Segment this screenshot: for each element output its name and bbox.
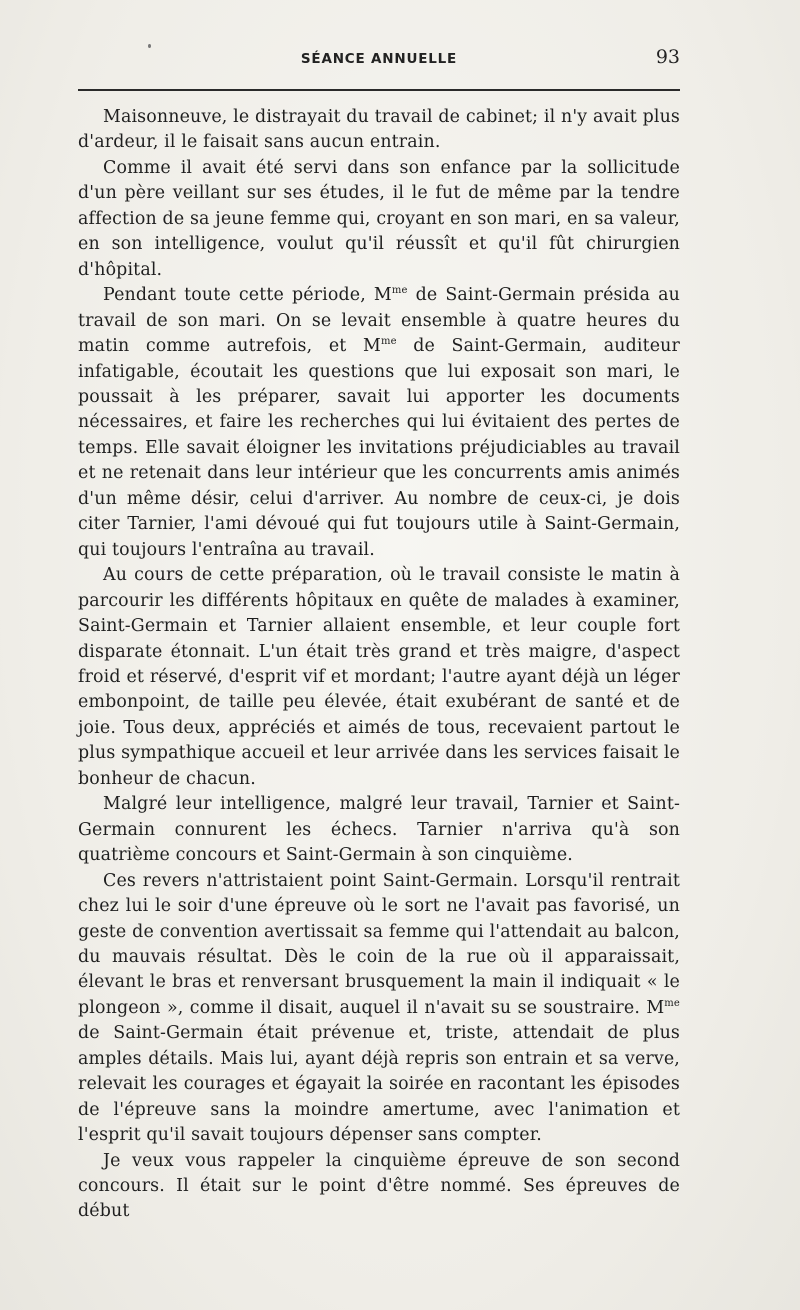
paragraph-text: Comme il avait été servi dans son enfance par la sollicitude d'un père veillant sur ses études, il le fut de même par la tendre affection de sa jeune femme qui, croyant en son mari, en sa valeur, en son intelligence, voulut qu'il réussît et qu'il fût chirurgien d'hôpital. bbox=[78, 157, 680, 280]
paragraph bbox=[78, 156, 680, 283]
running-title: SÉANCE ANNUELLE bbox=[300, 51, 458, 67]
paragraph-text: Maisonneuve, le distrayait du travail de cabinet; il n'y avait plus d'ardeur, il le faisait sans aucun entrain. bbox=[78, 107, 680, 153]
paragraph bbox=[78, 283, 680, 563]
paragraph-text: Au cours de cette préparation, où le travail consiste le matin à parcourir les différents hôpitaux en quête de malades à examiner, Saint-Germain et Tarnier allaient ensemble, et leur couple fort disparate étonnait. L'un était très grand et très maigre, d'aspect froid et réservé, d'esprit vif et mordant; l'autre ayant déjà un léger embonpoint, de taille peu élevée, était exubérant de santé et de joie. Tous deux, appréciés et aimés de tous, recevaient partout le plus sympathique accueil et leur arrivée dans les services faisait le bonheur de chacun. bbox=[78, 565, 680, 789]
paragraph bbox=[78, 869, 680, 1149]
paragraph bbox=[78, 563, 680, 792]
paragraph bbox=[78, 105, 680, 156]
superscript: me bbox=[391, 285, 408, 297]
body-text bbox=[78, 105, 680, 1225]
superscript: me bbox=[664, 997, 680, 1009]
paragraph bbox=[78, 1149, 680, 1225]
paragraph-text: de Saint-Germain, auditeur infatigable, écoutait les questions que lui exposait son mari, le poussait à les préparer, savait lui apporter les documents nécessaires, et faire les recherches qui lui évitaient des pertes de temps. Elle savait éloigner les invitations préjudiciables au travail et ne retenait dans leur intérieur que les concurrents amis animés d'un même désir, celui d'arriver. Au nombre de ceux-ci, je dois citer Tarnier, l'ami dévoué qui fut toujours utile à Saint-Germain, qui toujours l'entraîna au travail. bbox=[78, 336, 680, 560]
paragraph-text: de Saint-Germain présida au travail de son mari. On se levait ensemble à quatre heures du matin comme autrefois, et M bbox=[78, 285, 680, 357]
superscript: me bbox=[380, 336, 397, 348]
paragraph-text: de Saint-Germain était prévenue et, triste, attendait de plus amples détails. Mais lui, ayant déjà repris son entrain et sa verve, relevait les courages et égayait la soirée en racontant les épisodes de l'épreuve sans la moindre amertume, avec l'animation et l'esprit qu'il savait toujours dépenser sans compter. bbox=[78, 1023, 680, 1146]
page-number: 93 bbox=[655, 46, 680, 68]
paragraph-text: Pendant toute cette période, M bbox=[103, 285, 392, 306]
paragraph-text: Je veux vous rappeler la cinquième épreuve de son second concours. Il était sur le point d'être nommé. Ses épreuves de début bbox=[78, 1150, 680, 1222]
paragraph-text: Ces revers n'attristaient point Saint-Germain. Lorsqu'il rentrait chez lui le soir d'une épreuve où le sort ne l'avait pas favorisé, un geste de convention avertissait sa femme qui l'attendait au balcon, du mauvais résultat. Dès le coin de la rue où il apparaissait, élevant le bras et renversant brusquement la main il indiquait « le plongeon », comme il disait, auquel il n'avait su se soustraire. M bbox=[78, 870, 680, 1018]
page-header bbox=[78, 46, 680, 76]
header-rule bbox=[78, 89, 680, 91]
paragraph-text: Malgré leur intelligence, malgré leur travail, Tarnier et Saint-Germain connurent les échecs. Tarnier n'arriva qu'à son quatrième concours et Saint-Germain à son cinquième. bbox=[78, 794, 680, 866]
paragraph bbox=[78, 792, 680, 868]
